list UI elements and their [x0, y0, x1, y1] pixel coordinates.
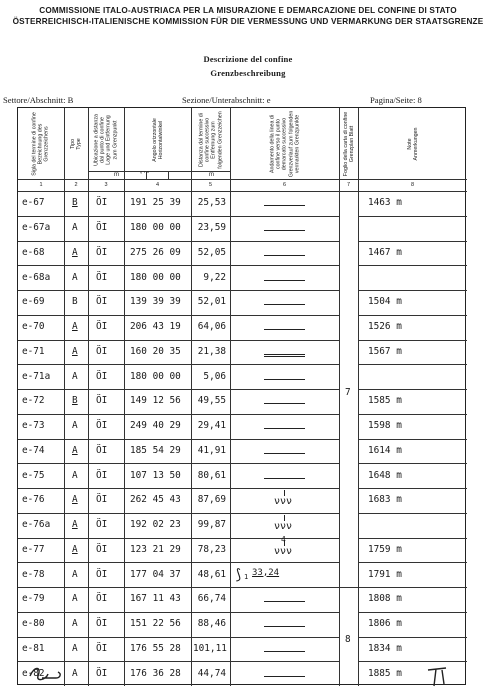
distance-value: 80,61: [197, 469, 226, 481]
note-elevation: 1467 m: [368, 246, 402, 258]
course-line: [264, 379, 305, 380]
column-number: 6: [282, 182, 287, 188]
column-heading-2: [70, 138, 82, 149]
row-rule: [18, 439, 339, 440]
row-rule: [358, 513, 467, 514]
distance-value: 64,06: [197, 321, 226, 333]
note-elevation: 1598 m: [368, 420, 402, 432]
column-heading-line: Tipo: [69, 138, 76, 149]
boundary-mark-id: e-72: [22, 395, 45, 407]
note-elevation: 1585 m: [368, 395, 402, 407]
column-number: 4: [155, 182, 160, 188]
arc-length: 33,24: [252, 567, 280, 578]
column-heading-line: Grenzzeichens: [44, 125, 51, 162]
row-rule: [358, 364, 467, 365]
note-elevation: 1808 m: [368, 593, 402, 605]
map-sheet-number: 7: [345, 386, 351, 398]
mark-type: A: [72, 543, 78, 555]
course-line: [284, 490, 286, 496]
watercourse-symbol: ννν: [274, 496, 293, 508]
row-rule: [18, 315, 339, 316]
unit-c4: ° ' ": [140, 172, 150, 178]
row-rule: [18, 661, 339, 662]
mark-type: A: [72, 222, 78, 234]
note-elevation: 1614 m: [368, 444, 402, 456]
distance-value: 44,74: [197, 667, 226, 679]
note-elevation: 1504 m: [368, 296, 402, 308]
location-code: ÖI: [96, 543, 108, 555]
row-rule: [18, 216, 339, 217]
row-rule: [358, 290, 467, 291]
distance-value: 87,69: [197, 494, 226, 506]
row-rule: [358, 612, 467, 613]
row-rule: [18, 265, 339, 266]
horizontal-angle: 139 39 39: [130, 296, 181, 308]
boundary-mark-id: e-67: [22, 197, 45, 209]
location-code: ÖI: [96, 444, 108, 456]
note-elevation: 1885 m: [368, 667, 402, 679]
distance-value: 9,22: [203, 271, 226, 283]
note-elevation: 1759 m: [368, 543, 402, 555]
map-sheet-number: 8: [345, 634, 351, 646]
course-line: [284, 515, 286, 521]
location-code: ÖI: [96, 296, 108, 308]
mark-type: B: [72, 296, 78, 308]
boundary-mark-id: e-71: [22, 345, 45, 357]
distance-value: 29,41: [197, 420, 226, 432]
mark-type: A: [72, 444, 78, 456]
location-code: ÖI: [96, 271, 108, 283]
column-heading-line: Ubicazione a distanza: [93, 113, 100, 166]
mark-type: B: [72, 197, 78, 209]
column-heading-8: [406, 127, 418, 160]
distance-value: 101,11: [193, 642, 227, 654]
arc-index: 1: [244, 572, 249, 581]
horizontal-angle: 206 43 19: [130, 321, 181, 333]
course-line: [264, 356, 305, 357]
course-line: [264, 453, 305, 454]
unit-divider: [146, 171, 147, 179]
boundary-mark-id: e-80: [22, 618, 45, 630]
mark-type: A: [72, 642, 78, 654]
note-elevation: 1791 m: [368, 568, 402, 580]
course-line: [264, 354, 305, 355]
column-divider: [230, 108, 231, 686]
distance-value: 41,91: [197, 444, 226, 456]
signature-left-mark: [26, 664, 66, 688]
commission-title-german: ÖSTERREICHISCH-ITALIENISCHE KOMMISSION FÜR DIE VERMESSUNG UND VERMARKUNG DER STAATSGRENZE: [12, 17, 484, 26]
mark-type: A: [72, 593, 78, 605]
column-heading-line: Anmerkungen: [412, 127, 419, 160]
distance-value: 88,46: [197, 618, 226, 630]
row-rule: [18, 290, 339, 291]
document-title-german: Grenzbeschreibung: [210, 68, 286, 78]
document-title-italian: Descrizione del confine: [203, 54, 293, 64]
column-heading-line: vermarkten Grenzpunkte: [293, 114, 300, 173]
location-code: ÖI: [96, 494, 108, 506]
row-rule: [18, 488, 339, 489]
boundary-mark-id: e-75: [22, 469, 45, 481]
mark-type: A: [72, 271, 78, 283]
location-code: ÖI: [96, 618, 108, 630]
horizontal-angle: 107 13 50: [130, 469, 181, 481]
column-number: 5: [208, 182, 213, 188]
distance-value: 48,61: [197, 568, 226, 580]
column-heading-line: demarcato successivo: [281, 117, 288, 170]
column-heading-line: folgenden Grenzzeichen: [216, 110, 223, 169]
watercourse-symbol: ννν: [274, 521, 293, 533]
page-label: Pagina/Seite: 8: [370, 95, 422, 105]
column-divider: [339, 108, 340, 686]
location-code: ÖI: [96, 519, 108, 531]
mark-type: A: [72, 345, 78, 357]
column-number: 3: [104, 182, 108, 188]
horizontal-angle: 262 45 43: [130, 494, 181, 506]
row-rule: [18, 637, 339, 638]
column-heading-line: Note: [406, 137, 413, 150]
course-line: [264, 626, 305, 627]
horizontal-angle: 176 36 28: [130, 667, 181, 679]
mark-type: A: [72, 246, 78, 258]
row-rule: [358, 488, 467, 489]
row-rule: [358, 439, 467, 440]
row-rule: [358, 340, 467, 341]
distance-value: 52,05: [197, 246, 226, 258]
column-heading-line: dal punto di confine: [99, 116, 106, 163]
header-rule: [18, 191, 467, 192]
course-line: [264, 255, 305, 256]
watercourse-symbol: ννν: [274, 545, 293, 557]
column-divider: [88, 108, 89, 686]
note-elevation: 1683 m: [368, 494, 402, 506]
course-line: [264, 601, 305, 602]
sheet-separator: [339, 587, 358, 588]
note-elevation: 1648 m: [368, 469, 402, 481]
horizontal-angle: 160 20 35: [130, 345, 181, 357]
distance-value: 66,74: [197, 593, 226, 605]
column-heading-6: [269, 110, 300, 177]
mark-type: A: [72, 370, 78, 382]
row-rule: [358, 463, 467, 464]
column-divider: [124, 108, 125, 686]
column-divider: [64, 108, 65, 686]
mark-type: A: [72, 618, 78, 630]
column-heading-line: Horizontalwinkel: [157, 120, 164, 159]
location-code: ÖI: [96, 246, 108, 258]
boundary-mark-id: e-82: [22, 667, 45, 679]
distance-value: 25,53: [197, 197, 226, 209]
location-code: ÖI: [96, 345, 108, 357]
signature-right: [424, 664, 454, 692]
column-heading-line: zum Grenzpunkt: [112, 120, 119, 159]
commission-title-italian: COMMISSIONE ITALO-AUSTRIACA PER LA MISURAZIONE E DEMARCAZIONE DEL CONFINE DI STATO: [39, 6, 457, 15]
horizontal-angle: 180 00 00: [130, 370, 181, 382]
row-rule: [18, 538, 339, 539]
column-heading-line: confine successivo: [204, 117, 211, 162]
row-rule: [358, 637, 467, 638]
distance-value: 99,87: [197, 519, 226, 531]
location-code: ÖI: [96, 642, 108, 654]
horizontal-angle: 185 54 29: [130, 444, 181, 456]
row-rule: [18, 389, 339, 390]
column-heading-line: confine verso il punto: [275, 118, 282, 169]
boundary-mark-id: e-79: [22, 593, 45, 605]
note-elevation: 1834 m: [368, 642, 402, 654]
location-code: ÖI: [96, 370, 108, 382]
column-number: 8: [410, 182, 415, 188]
course-line: [264, 428, 305, 429]
course-line: [264, 478, 305, 479]
location-code: ÖI: [96, 222, 108, 234]
column-divider: [358, 108, 359, 686]
column-heading-line: Grenzplan Blatt: [348, 125, 355, 162]
row-rule: [18, 562, 339, 563]
section-label: Sezione/Unterabschnitt: e: [182, 95, 271, 105]
row-rule: [358, 265, 467, 266]
column-heading-5: [198, 111, 223, 168]
boundary-mark-id: e-69: [22, 296, 45, 308]
unit-c3: m: [114, 172, 119, 178]
horizontal-angle: 249 40 29: [130, 420, 181, 432]
sector-label: Settore/Abschnitt: B: [3, 95, 74, 105]
location-code: ÖI: [96, 395, 108, 407]
location-code: ÖI: [96, 469, 108, 481]
row-rule: [358, 315, 467, 316]
row-rule: [358, 414, 467, 415]
boundary-mark-id: e-67a: [22, 222, 51, 234]
boundary-mark-id: e-76a: [22, 519, 51, 531]
unit-divider: [168, 171, 169, 179]
distance-value: 78,23: [197, 543, 226, 555]
column-divider: [191, 108, 192, 686]
boundary-mark-id: e-74: [22, 444, 45, 456]
mark-type: A: [72, 321, 78, 333]
horizontal-angle: 275 26 09: [130, 246, 181, 258]
mark-type: A: [72, 420, 78, 432]
signature-right-mark: [424, 664, 454, 688]
row-rule: [358, 661, 467, 662]
location-code: ÖI: [96, 667, 108, 679]
boundary-mark-id: e-77: [22, 543, 45, 555]
unit-c5: m: [209, 172, 214, 178]
column-heading-line: Lage und Entfernung: [106, 114, 112, 165]
row-rule: [18, 340, 339, 341]
course-line: [264, 676, 305, 677]
mark-type: A: [72, 469, 78, 481]
horizontal-angle: 180 00 00: [130, 271, 181, 283]
course-line: [264, 280, 305, 281]
horizontal-angle: 191 25 39: [130, 197, 181, 209]
column-heading-4: [151, 118, 163, 162]
distance-value: 5,06: [203, 370, 226, 382]
row-rule: [358, 389, 467, 390]
arc-symbol: ⟆: [234, 566, 243, 583]
horizontal-angle: 176 55 28: [130, 642, 181, 654]
course-line: [264, 304, 305, 305]
location-code: ÖI: [96, 197, 108, 209]
location-code: ÖI: [96, 568, 108, 580]
horizontal-angle: 151 22 56: [130, 618, 181, 630]
course-line: [264, 329, 305, 330]
mark-type: A: [72, 667, 78, 679]
row-rule: [18, 241, 339, 242]
course-line: [264, 230, 305, 231]
column-heading-line: Distanza dal termine di: [198, 112, 205, 167]
location-code: ÖI: [96, 321, 108, 333]
mark-type: A: [72, 494, 78, 506]
row-rule: [18, 364, 339, 365]
distance-value: 52,01: [197, 296, 226, 308]
boundary-mark-id: e-81: [22, 642, 45, 654]
boundary-mark-id: e-76: [22, 494, 45, 506]
header-rule: [18, 179, 467, 180]
horizontal-angle: 192 02 23: [130, 519, 181, 531]
signature-left: [26, 664, 66, 692]
column-heading-3: [94, 114, 119, 166]
mark-type: B: [72, 395, 78, 407]
column-heading-line: Sigla del termine di confine: [31, 111, 38, 176]
column-heading-line: Type: [76, 137, 82, 150]
row-rule: [18, 414, 339, 415]
column-heading-7: [342, 111, 354, 175]
row-rule: [18, 612, 339, 613]
boundary-mark-id: e-73: [22, 420, 45, 432]
horizontal-angle: 167 11 43: [130, 593, 181, 605]
horizontal-angle: 149 12 56: [130, 395, 181, 407]
row-rule: [18, 587, 339, 588]
column-heading-line: Andamento della linea di: [268, 114, 275, 173]
note-elevation: 1567 m: [368, 345, 402, 357]
note-elevation: 1806 m: [368, 618, 402, 630]
distance-value: 23,59: [197, 222, 226, 234]
course-label: 4: [281, 534, 286, 544]
column-heading-line: Bezeichnung des: [37, 123, 44, 164]
horizontal-angle: 180 00 00: [130, 222, 181, 234]
row-rule: [358, 538, 467, 539]
row-rule: [358, 241, 467, 242]
column-heading-line: Grenzverlauf zum folgenden: [287, 110, 294, 177]
course-line: [264, 651, 305, 652]
row-rule: [358, 216, 467, 217]
boundary-mark-id: e-68: [22, 246, 45, 258]
note-elevation: 1526 m: [368, 321, 402, 333]
horizontal-angle: 177 04 37: [130, 568, 181, 580]
boundary-mark-id: e-68a: [22, 271, 51, 283]
row-rule: [358, 562, 467, 563]
mark-type: A: [72, 568, 78, 580]
column-heading-line: Foglio della carta di confine: [342, 111, 349, 176]
column-heading-line: Angolo orizzontale: [151, 117, 158, 162]
column-heading-line: Entfernung zum: [210, 120, 217, 159]
mark-type: A: [72, 519, 78, 531]
boundary-mark-id: e-71a: [22, 370, 51, 382]
location-code: ÖI: [96, 420, 108, 432]
row-rule: [18, 513, 339, 514]
column-number: 2: [74, 182, 78, 188]
course-line: [264, 403, 305, 404]
boundary-table: [17, 107, 466, 685]
distance-value: 49,55: [197, 395, 226, 407]
location-code: ÖI: [96, 593, 108, 605]
column-heading-1: [32, 112, 51, 176]
note-elevation: 1463 m: [368, 197, 402, 209]
column-number: 7: [346, 182, 351, 188]
course-line: [264, 205, 305, 206]
horizontal-angle: 123 21 29: [130, 543, 181, 555]
row-rule: [358, 587, 467, 588]
row-rule: [18, 463, 339, 464]
distance-value: 21,38: [197, 345, 226, 357]
column-number: 1: [39, 182, 43, 188]
boundary-mark-id: e-78: [22, 568, 45, 580]
boundary-mark-id: e-70: [22, 321, 45, 333]
